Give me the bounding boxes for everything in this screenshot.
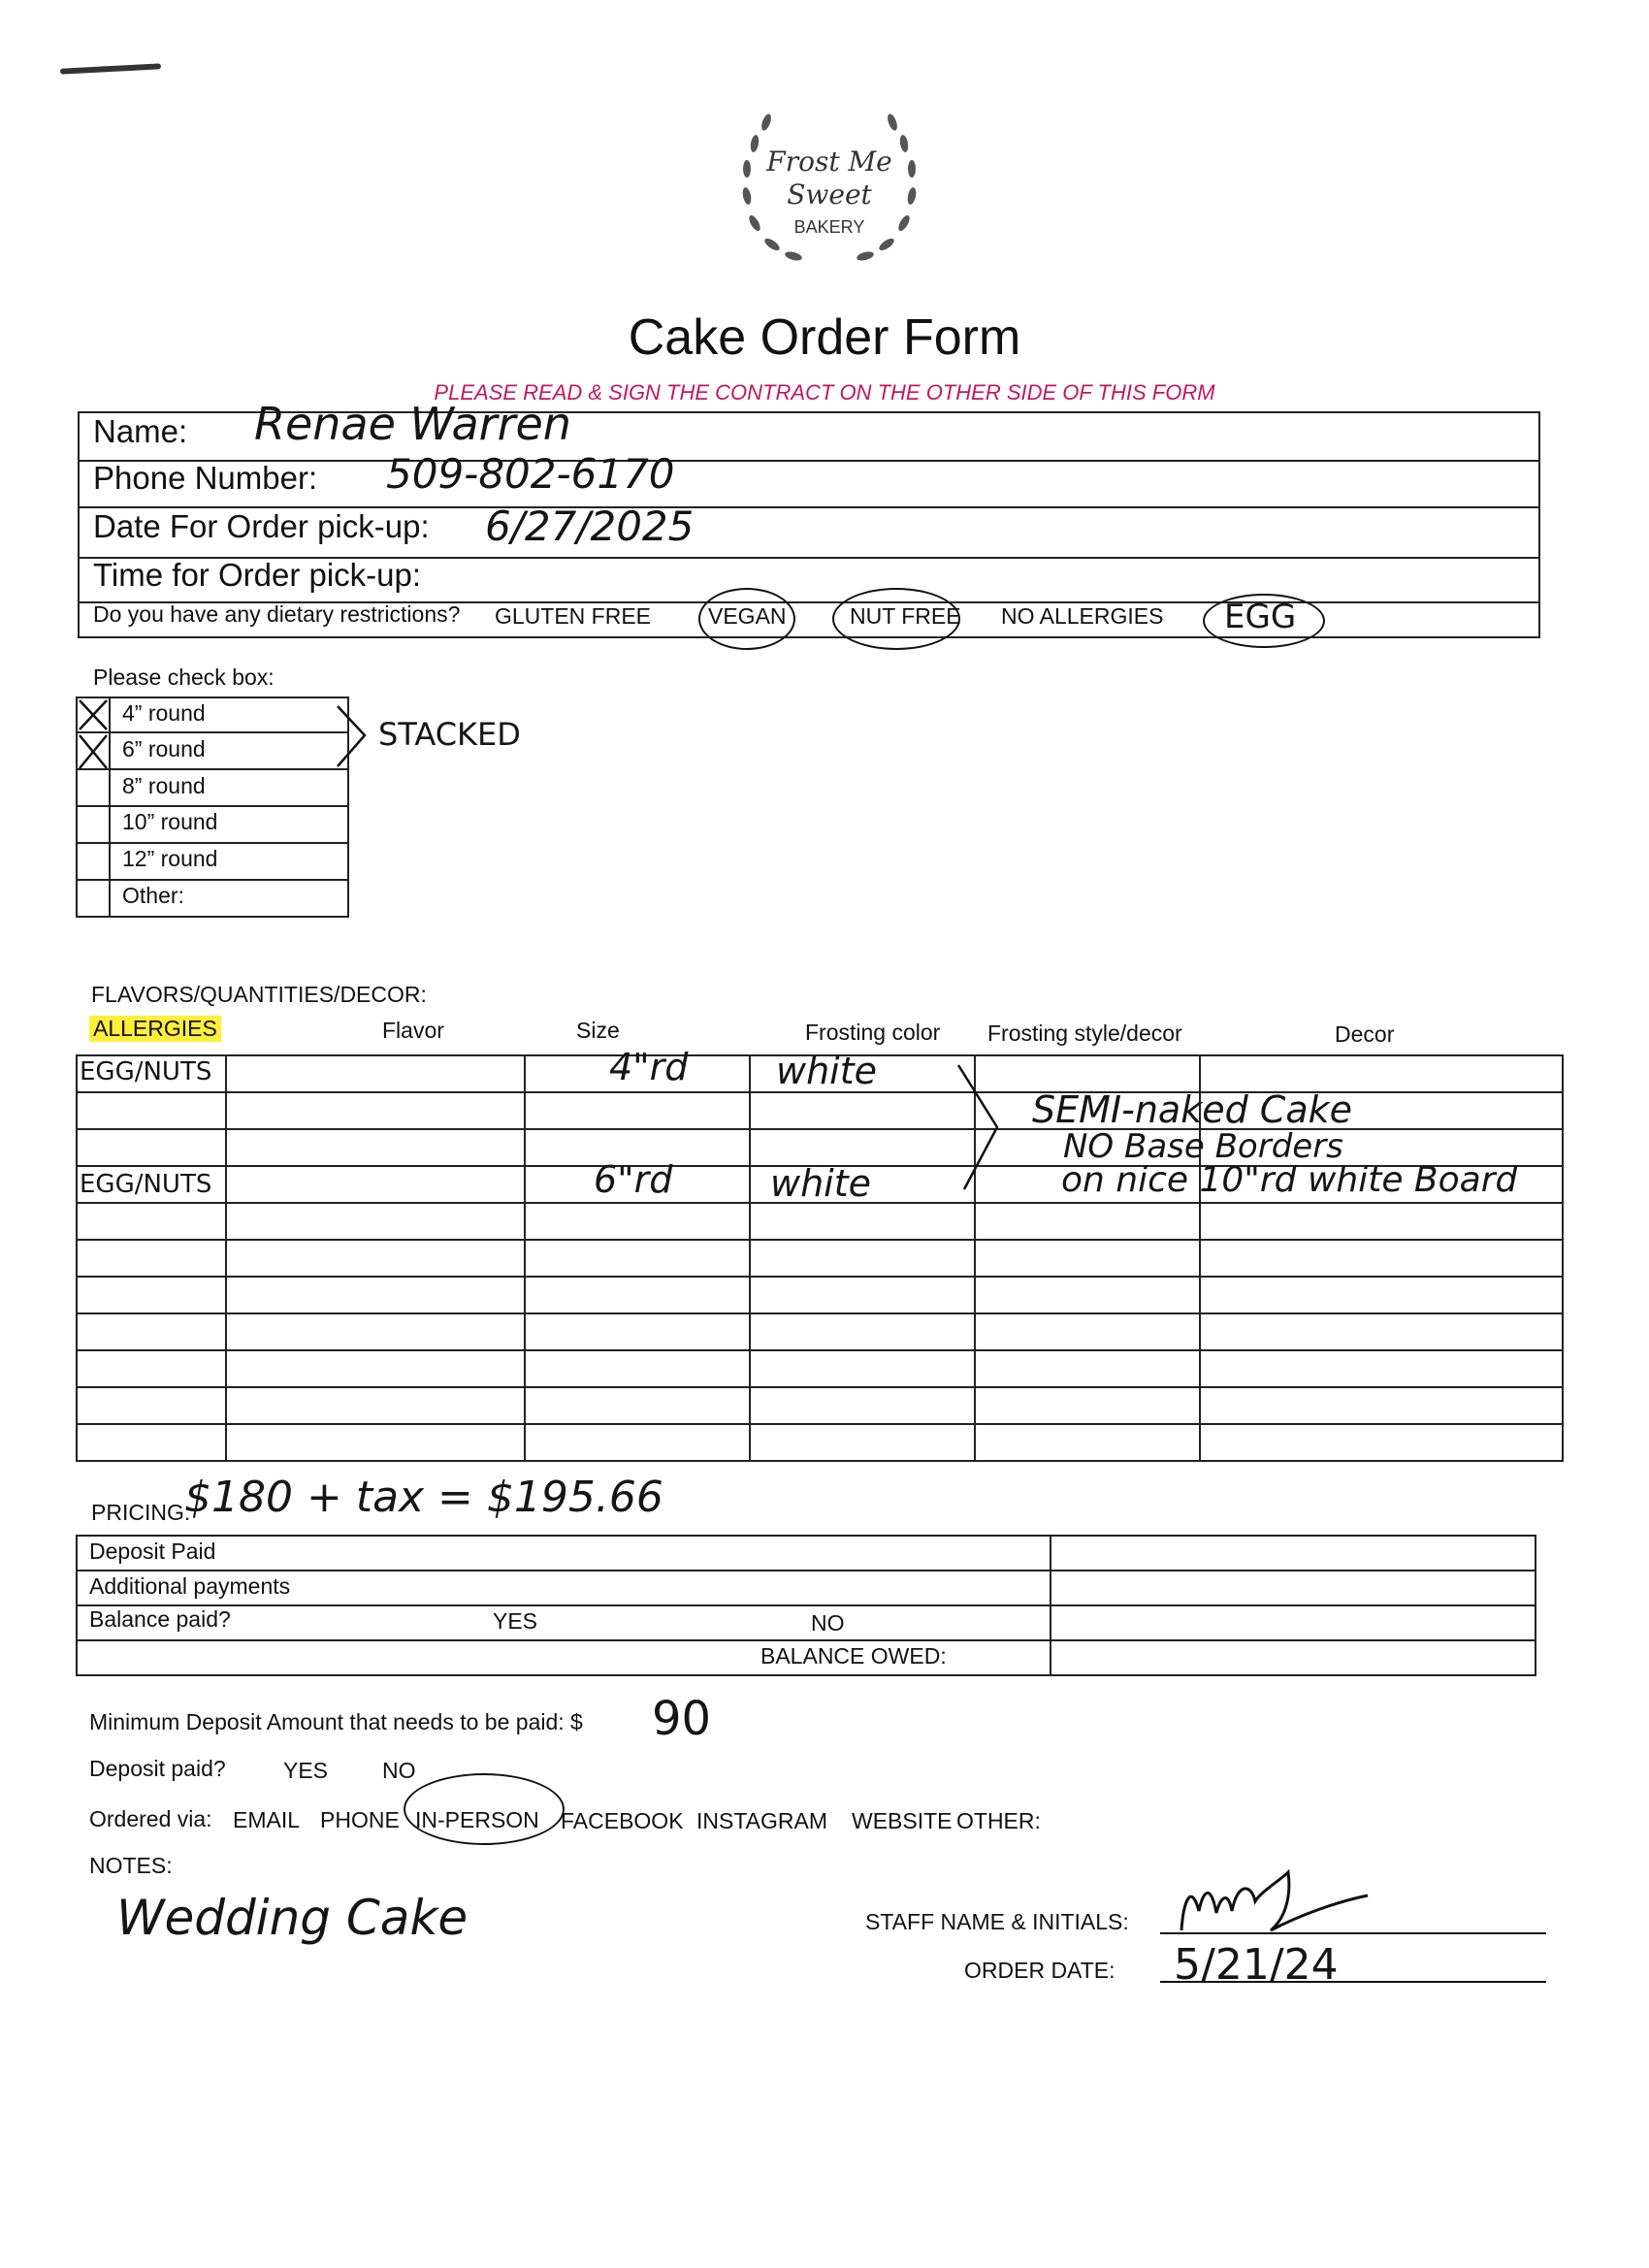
deposit-paid-label: Deposit paid? bbox=[89, 1756, 226, 1781]
order-date-value: 5/21/24 bbox=[1174, 1940, 1339, 1990]
row2-frosting-color: white bbox=[770, 1162, 871, 1205]
date-label: Date For Order pick-up: bbox=[93, 508, 430, 544]
egg-circle bbox=[1203, 594, 1325, 648]
dietary-option-nut-free: NUT FREE bbox=[850, 603, 961, 629]
sizes-label: Please check box: bbox=[93, 664, 275, 690]
header-decor: Decor bbox=[1335, 1021, 1395, 1047]
staff-signature bbox=[1174, 1863, 1387, 1940]
ordered-via-in-person[interactable]: IN-PERSON bbox=[415, 1807, 539, 1832]
order-date-label: ORDER DATE: bbox=[964, 1958, 1116, 1983]
size-box-4[interactable] bbox=[77, 843, 110, 880]
header-frosting-color: Frosting color bbox=[805, 1020, 941, 1045]
ordered-via-phone[interactable]: PHONE bbox=[320, 1807, 400, 1832]
min-deposit-value: 90 bbox=[652, 1692, 712, 1746]
logo-line2: Sweet bbox=[787, 178, 872, 211]
time-label: Time for Order pick-up: bbox=[93, 557, 422, 593]
min-deposit-label: Minimum Deposit Amount that needs to be paid: $ bbox=[89, 1709, 583, 1734]
name-label: Name: bbox=[93, 413, 188, 449]
size-label-1: 6” round bbox=[122, 736, 206, 761]
balance-paid-no[interactable]: NO bbox=[811, 1610, 845, 1636]
pricing-value: $180 + tax = $195.66 bbox=[184, 1473, 663, 1522]
row2-size: 6"rd bbox=[594, 1158, 673, 1201]
decor-note-1: SEMI-naked Cake bbox=[1032, 1088, 1352, 1131]
row1-frosting-color: white bbox=[776, 1050, 877, 1092]
balance-paid-label: Balance paid? bbox=[89, 1606, 231, 1632]
dietary-question: Do you have any dietary restrictions? bbox=[93, 601, 461, 627]
size-box-2[interactable] bbox=[77, 769, 110, 806]
size-label-5: Other: bbox=[122, 883, 184, 908]
in-person-circle bbox=[404, 1773, 565, 1845]
size-label-4: 12” round bbox=[122, 846, 218, 871]
ordered-via-email[interactable]: EMAIL bbox=[233, 1807, 301, 1832]
size-box-3[interactable] bbox=[77, 806, 110, 843]
page-title: Cake Order Form bbox=[628, 309, 1021, 366]
name-value: Renae Warren bbox=[254, 398, 571, 450]
header-flavor: Flavor bbox=[382, 1018, 444, 1043]
deposit-paid-yes[interactable]: YES bbox=[283, 1758, 329, 1783]
ordered-via-website[interactable]: WEBSITE bbox=[852, 1808, 953, 1833]
nut-free-circle bbox=[832, 588, 960, 650]
sizes-table bbox=[76, 697, 349, 918]
decor-note-2: NO Base Borders bbox=[1063, 1127, 1343, 1166]
pricing-label: PRICING: bbox=[91, 1500, 191, 1525]
vegan-circle bbox=[698, 588, 795, 650]
size-checkmarks bbox=[76, 697, 114, 774]
size-label-2: 8” round bbox=[122, 773, 206, 798]
deposit-paid-row-label: Deposit Paid bbox=[89, 1539, 216, 1564]
contract-notice: PLEASE READ & SIGN THE CONTRACT ON THE OTHER SIDE OF THIS FORM bbox=[434, 380, 1215, 405]
balance-paid-yes[interactable]: YES bbox=[493, 1608, 538, 1634]
ordered-via-label: Ordered via: bbox=[89, 1806, 212, 1831]
ordered-via-facebook[interactable]: FACEBOOK bbox=[561, 1808, 684, 1833]
bracket-icon bbox=[334, 702, 372, 770]
phone-value: 509-802-6170 bbox=[386, 450, 675, 498]
header-frosting-style: Frosting style/decor bbox=[987, 1021, 1182, 1046]
notes-value: Wedding Cake bbox=[116, 1890, 469, 1946]
decor-note-3: on nice 10"rd white Board bbox=[1061, 1160, 1518, 1200]
header-allergies: ALLERGIES bbox=[89, 1016, 221, 1042]
additional-payments-label: Additional payments bbox=[89, 1573, 291, 1599]
stacked-note: STACKED bbox=[378, 716, 521, 753]
phone-label: Phone Number: bbox=[93, 460, 318, 496]
ordered-via-other[interactable]: OTHER: bbox=[956, 1808, 1041, 1833]
decor-bracket-icon bbox=[953, 1059, 1011, 1195]
bakery-logo bbox=[718, 109, 941, 274]
size-label-0: 4” round bbox=[122, 700, 206, 726]
notes-label: NOTES: bbox=[89, 1853, 173, 1878]
row1-allergies: EGG/NUTS bbox=[80, 1057, 212, 1086]
header-size: Size bbox=[576, 1018, 620, 1043]
balance-owed-label: BALANCE OWED: bbox=[760, 1643, 947, 1669]
size-label-3: 10” round bbox=[122, 809, 218, 834]
flavors-label: FLAVORS/QUANTITIES/DECOR: bbox=[91, 982, 427, 1007]
size-box-5[interactable] bbox=[77, 880, 110, 917]
row2-allergies: EGG/NUTS bbox=[80, 1170, 212, 1199]
dietary-option-no-allergies: NO ALLERGIES bbox=[1001, 603, 1164, 629]
scan-mark bbox=[60, 63, 161, 74]
dietary-option-gluten-free: GLUTEN FREE bbox=[495, 603, 652, 629]
dietary-handwritten: EGG bbox=[1224, 598, 1297, 636]
row1-size: 4"rd bbox=[609, 1046, 689, 1088]
date-value: 6/27/2025 bbox=[485, 502, 695, 550]
logo-line1: Frost Me bbox=[766, 146, 892, 178]
dietary-option-vegan: VEGAN bbox=[708, 603, 787, 629]
logo-line3: BAKERY bbox=[793, 217, 865, 237]
ordered-via-instagram[interactable]: INSTAGRAM bbox=[696, 1808, 828, 1833]
deposit-paid-no[interactable]: NO bbox=[382, 1758, 416, 1783]
staff-label: STAFF NAME & INITIALS: bbox=[865, 1909, 1129, 1934]
